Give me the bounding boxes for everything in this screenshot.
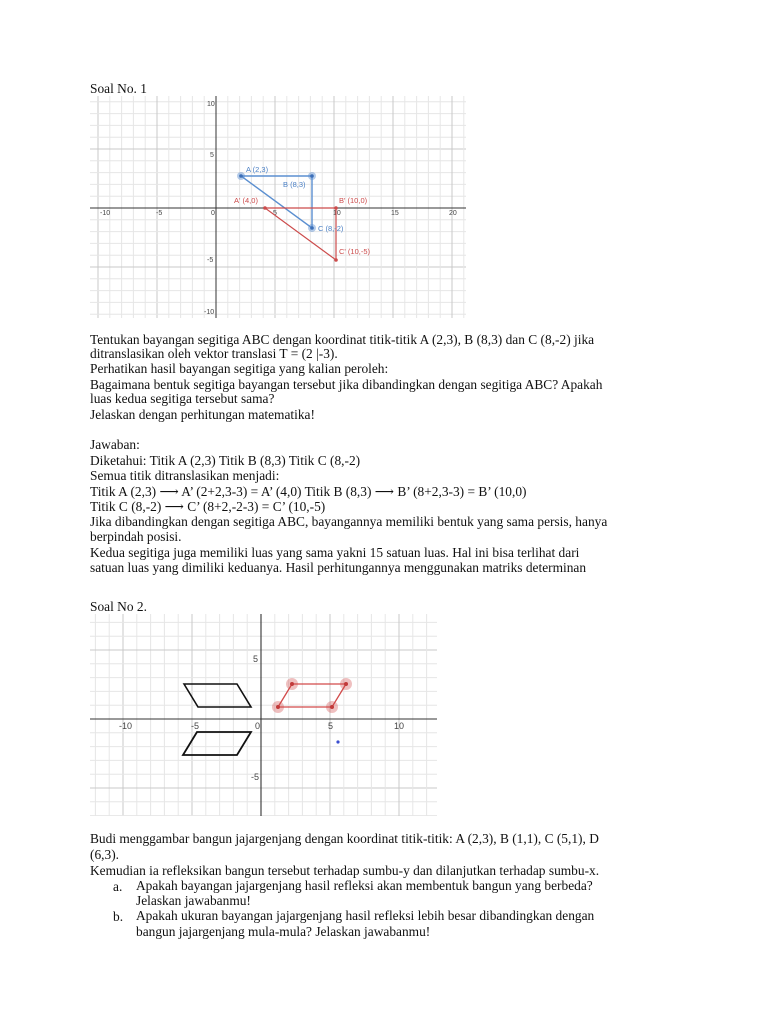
- parallelogram-reflection-x: [183, 732, 251, 755]
- soal2-xtick: 5: [328, 721, 334, 731]
- soal1-question-line: Bagaimana bentuk segitiga bayangan tersebut jika dibandingkan dengan segitiga ABC? Apakah: [90, 377, 603, 392]
- list-item-b-line: bangun jajargenjang mula-mula? Jelaskan jawabanmu!: [136, 924, 431, 939]
- soal1-answer-line: Kedua segitiga juga memiliki luas yang sama yakni 15 satuan luas. Hal ini bisa terlihat dari: [90, 545, 580, 560]
- soal2-graph: [90, 614, 437, 816]
- point-a-dot: [239, 174, 243, 178]
- soal1-xtick: 0: [211, 210, 215, 217]
- soal1-answer-line: Diketahui: Titik A (2,3) Titik B (8,3) Titik C (8,-2): [90, 453, 361, 468]
- point-c-dot: [310, 226, 314, 230]
- soal1-answer-line: Semua titik ditranslasikan menjadi:: [90, 468, 280, 483]
- vertex-d-dot: [344, 682, 348, 686]
- soal1-graph-svg: [90, 96, 466, 318]
- soal1-xtick: 15: [391, 210, 399, 217]
- soal1-ytick: 10: [207, 101, 215, 108]
- vertex-b-dot: [276, 705, 280, 709]
- point-a-prime: [263, 206, 267, 210]
- soal1-grid: [90, 96, 466, 318]
- vertex-a-dot: [290, 682, 294, 686]
- label-c-prime: C' (10,-5): [339, 247, 371, 256]
- list-marker-a: a.: [113, 879, 123, 894]
- label-b-prime: B' (10,0): [339, 196, 368, 205]
- list-marker-b: b.: [113, 909, 124, 924]
- soal1-answer-line: berpindah posisi.: [90, 529, 182, 544]
- soal1-graph: [90, 96, 466, 318]
- label-b: B (8,3): [283, 180, 306, 189]
- parallelogram-reflection-y: [184, 684, 251, 707]
- soal2-question-line: Kemudian ia refleksikan bangun tersebut terhadap sumbu-y dan dilanjutkan terhadap sumbu-x.: [90, 863, 600, 878]
- soal1-answer-line: Jika dibandingkan dengan segitiga ABC, bayangannya memiliki bentuk yang sama persis, hanya: [90, 514, 608, 529]
- soal2-xtick: -10: [119, 721, 133, 731]
- point-b-prime: [334, 206, 338, 210]
- list-item-a-line: Jelaskan jawabanmu!: [136, 893, 251, 908]
- soal2-graph-svg: [90, 614, 437, 816]
- vertex-c-dot: [330, 705, 334, 709]
- list-item-b-line: Apakah ukuran bayangan jajargenjang hasil refleksi lebih besar dibandingkan dengan: [136, 908, 595, 923]
- soal1-answer-line: satuan luas yang dimiliki keduanya. Hasil perhitungannya menggunakan matriks determinan: [90, 560, 587, 575]
- soal1-xtick: 10: [333, 210, 341, 217]
- soal1-question-line: Jelaskan dengan perhitungan matematika!: [90, 407, 315, 422]
- soal1-ytick: 5: [210, 152, 214, 159]
- soal2-question-line: (6,3).: [90, 847, 120, 862]
- soal2-xtick: 10: [394, 721, 405, 731]
- soal1-question-line: Tentukan bayangan segitiga ABC dengan koordinat titik-titik A (2,3), B (8,3) dan C (8,-2) jika: [90, 332, 595, 347]
- label-a-prime: A' (4,0): [234, 196, 258, 205]
- soal1-question-line: Perhatikan hasil bayangan segitiga yang kalian peroleh:: [90, 361, 389, 376]
- point-c-prime: [334, 258, 338, 262]
- soal1-answer-line: Titik C (8,-2) ⟶ C’ (8+2,-2-3) = C’ (10,-5): [90, 499, 326, 514]
- soal2-grid: [90, 614, 437, 816]
- label-c: C (8,-2): [318, 224, 344, 233]
- soal1-question-line: ditranslasikan oleh vektor translasi T = (2 |-3).: [90, 346, 338, 361]
- soal2-heading: Soal No 2.: [90, 599, 147, 614]
- list-item-a-line: Apakah bayangan jajargenjang hasil refleksi akan membentuk bangun yang berbeda?: [136, 878, 593, 893]
- soal1-xtick: -10: [100, 210, 111, 217]
- soal2-xtick: -5: [191, 721, 200, 731]
- soal2-ytick: 5: [253, 654, 259, 664]
- soal2-question-line: Budi menggambar bangun jajargenjang dengan koordinat titik-titik: A (2,3), B (1,1), C (5,1), D: [90, 831, 599, 846]
- label-a: A (2,3): [246, 165, 269, 174]
- soal2-ytick: -5: [251, 772, 260, 782]
- soal1-answer-line: Jawaban:: [90, 437, 140, 452]
- point-b-dot: [310, 174, 314, 178]
- triangle-abc-prime: [265, 208, 336, 260]
- soal1-ytick: -5: [207, 257, 214, 264]
- blue-dot: [336, 740, 339, 743]
- soal2-xtick: 0: [255, 721, 261, 731]
- soal1-xtick: 5: [273, 210, 277, 217]
- soal1-heading: Soal No. 1: [90, 81, 147, 96]
- soal1-answer-line: Titik A (2,3) ⟶ A’ (2+2,3-3) = A’ (4,0) Titik B (8,3) ⟶ B’ (8+2,3-3) = B’ (10,0): [90, 484, 527, 499]
- soal1-xtick: -5: [156, 210, 163, 217]
- soal1-xtick: 20: [449, 210, 457, 217]
- soal1-ytick: -10: [204, 309, 215, 316]
- soal1-question-line: luas kedua segitiga tersebut sama?: [90, 391, 275, 406]
